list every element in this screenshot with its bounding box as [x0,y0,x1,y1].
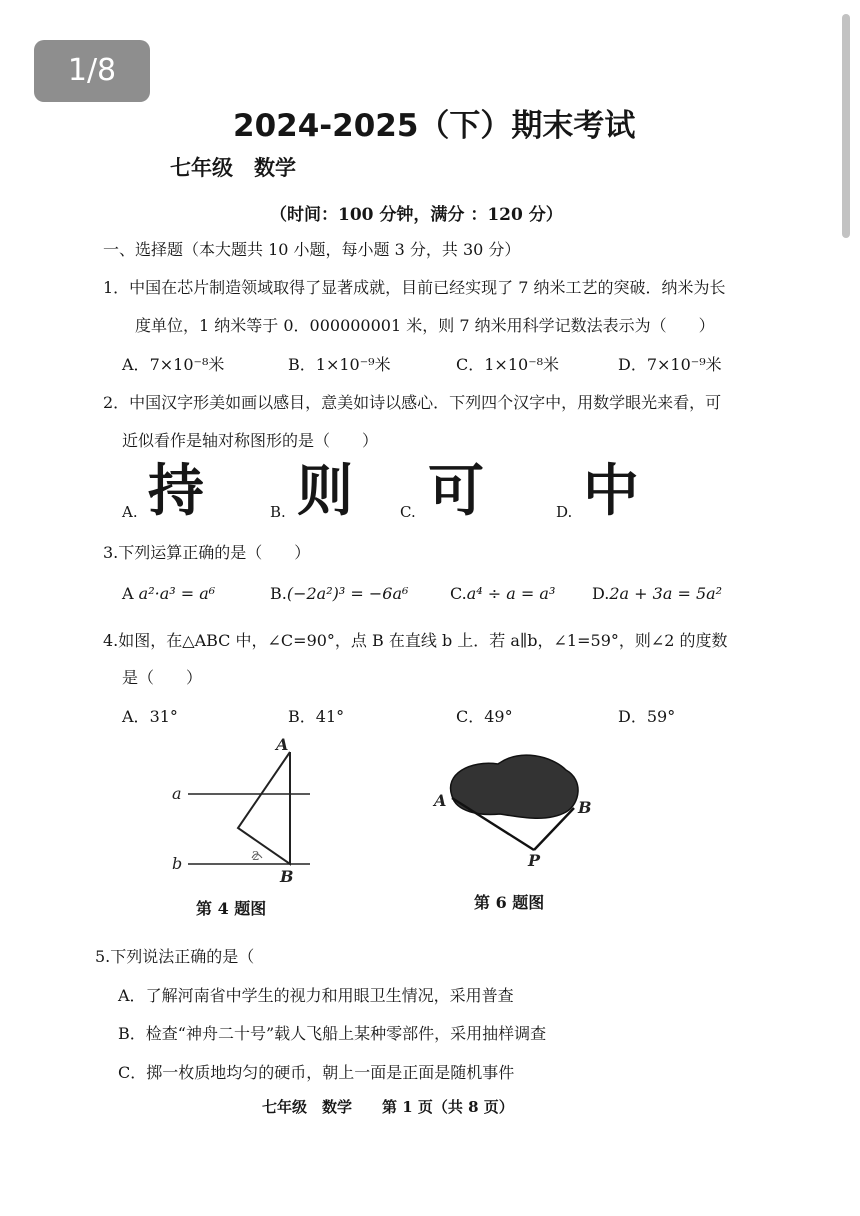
fig4-label-b: b [172,854,183,873]
fig6-label-B: B [578,798,592,817]
option-label: B． [288,355,316,374]
option-expr: 2a + 3a = 5a² [609,584,723,603]
option-label: C. [450,584,467,603]
q2-option-d-label[interactable]: D. [556,503,573,521]
fig4-label-a: a [172,784,182,803]
option-value: 7×10⁻⁹米 [646,355,722,374]
option-label: C． [118,1063,147,1082]
q2-option-b-label[interactable]: B. [270,503,286,521]
option-label: C． [456,355,485,374]
time-score-info: （时间：100 分钟，满分 ：120 分） [270,205,563,225]
option-label: D. [592,584,610,603]
option-value: 31° [149,707,178,726]
option-label: B. [270,584,287,603]
q2-option-d-char[interactable]: 中 [583,459,639,524]
exam-title: 2024-2025（下）期末考试 [233,108,636,144]
q2-line2: 近似看作是轴对称图形的是（ ） [122,431,379,450]
grade-subject: 七年级 数学 [170,156,296,180]
option-value: 1×10⁻⁸米 [484,355,560,374]
option-label: D． [618,707,647,726]
q2-option-c-label[interactable]: C. [400,503,416,521]
q5-option-c[interactable] [118,1060,514,1083]
q4-line2: 是（ ） [122,668,203,687]
page-indicator: 1/8 [34,40,150,102]
option-label: B． [288,707,316,726]
option-label: A [122,584,134,603]
option-text: 掷一枚质地均匀的硬币，朝上一面是正面是随机事件 [146,1063,515,1082]
option-expr: a⁴ ÷ a = a³ [466,584,556,603]
q3-line1: 3.下列运算正确的是（ ） [103,543,311,562]
fig4-label-A: A [276,735,289,754]
option-value: 7×10⁻⁸米 [149,355,225,374]
section-heading: 一、选择题（本大题共 10 小题，每小题 3 分，共 30 分） [103,240,521,259]
figure-4-caption: 第 4 题图 [196,899,267,918]
q5-line1: 5.下列说法正确的是（ [95,947,255,966]
option-label: A． [122,707,150,726]
option-value: 59° [646,707,676,726]
option-text: 检查“神舟二十号”载人飞船上某种零部件，采用抽样调查 [145,1024,547,1043]
triangle-abc [238,752,290,864]
q1-line2: 度单位，1 纳米等于 0．000000001 米，则 7 纳米用科学记数法表示为（ ） [135,316,715,335]
page-footer: 七年级 数学 第 1 页（共 8 页） [262,1098,514,1116]
option-expr: a²·a³ = a⁶ [138,584,216,603]
option-value: 41° [315,707,345,726]
q2-option-b-char[interactable]: 则 [297,459,353,524]
option-value: 1×10⁻⁹米 [315,355,391,374]
fig4-label-B: B [280,867,294,886]
option-value: 49° [484,707,513,726]
figure-6-caption: 第 6 题图 [474,893,545,912]
q5-option-a[interactable] [118,983,514,1006]
option-label: D． [618,355,647,374]
fig6-label-P: P [528,851,541,870]
q2-line1: 2．中国汉字形美如画以感目，意美如诗以感心．下列四个汉字中，用数学眼光来看，可 [103,393,722,412]
fig6-label-A: A [434,791,447,810]
q2-option-a-char[interactable]: 持 [148,459,204,524]
option-label: A． [118,986,146,1005]
q1-line1: 1．中国在芯片制造领域取得了显著成就，目前已经实现了 7 纳米工艺的突破．纳米为长 [103,278,726,297]
option-label: A． [122,355,150,374]
q2-option-a-label[interactable]: A. [122,503,138,521]
option-expr: (−2a²)³ = −6a⁶ [286,584,409,603]
q5-option-b[interactable] [118,1021,546,1044]
option-text: 了解河南省中学生的视力和用眼卫生情况，采用普查 [145,986,514,1005]
q2-option-c-char[interactable]: 可 [428,459,484,524]
fig4-label-angle2: 2 [252,849,260,863]
option-label: C． [456,707,485,726]
option-label: B． [118,1024,146,1043]
q4-line1: 4.如图，在△ABC 中，∠C=90°，点 B 在直线 b 上．若 a∥b，∠1=59°，则∠2 的度数 [103,631,728,650]
